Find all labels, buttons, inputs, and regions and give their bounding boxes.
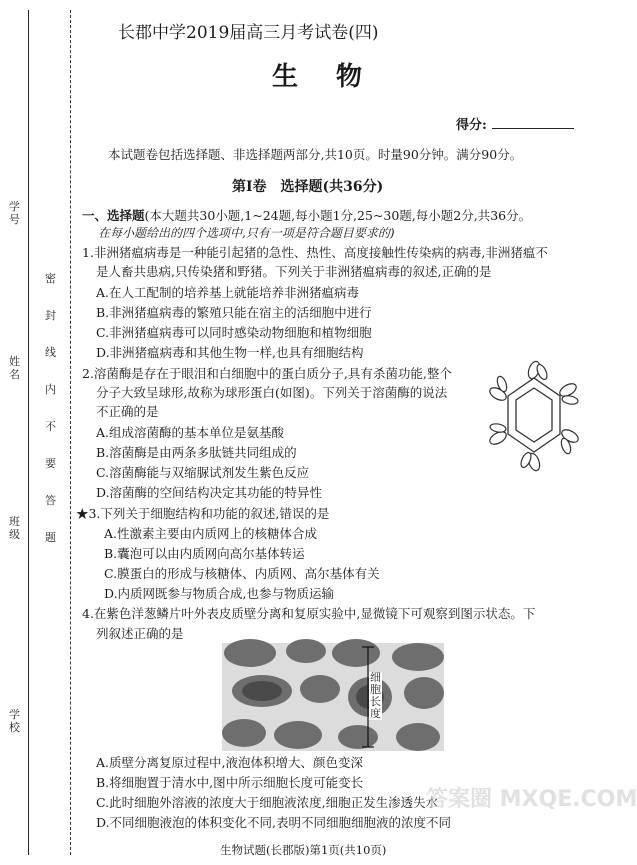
question-1-option-d[interactable]: D.非洲猪瘟病毒和其他生物一样,也具有细胞结构 [96,345,364,360]
question-3-option-d[interactable]: D.内质网既参与物质合成,也参与物质运输 [104,586,335,601]
question-2-option-b[interactable]: B.溶菌酶是由两条多肽链共同组成的 [96,445,297,460]
question-4-option-d[interactable]: D.不同细胞液泡的体积变化不同,表明不同细胞细胞液的浓度不同 [96,815,452,830]
question-2-option-d[interactable]: D.溶菌酶的空间结构决定其功能的特异性 [96,485,323,500]
question-2-line-2: 分子大致呈球形,故称为球形蛋白(如图)。下列关于溶菌酶的说法 [96,385,448,400]
section-instruction: 一、选择题(本大题共30小题,1~24题,每小题1分,25~30题,每小题2分,共36分。 [82,208,532,223]
margin-border-line [28,10,29,855]
question-3-option-a[interactable]: A.性激素主要由内质网上的核糖体合成 [104,526,318,541]
question-4-line-1: 4.在紫色洋葱鳞片叶外表皮质壁分离和复原实验中,显微镜下可观察到图示状态。下 [82,606,536,621]
watermark-logo: 答案圈 MXQE.COM [426,787,637,812]
page-footer: 生物试题(长郡版)第1页(共10页) [220,843,387,857]
score-label: 得分: [456,118,487,133]
seal-dashed-line [70,10,71,855]
section-title: 第Ⅰ卷 选择题(共36分) [232,179,384,195]
subject-title: 生物 [272,62,401,92]
question-1-option-a[interactable]: A.在人工配制的培养基上就能培养非洲猪瘟病毒 [96,285,360,300]
question-4-option-c[interactable]: C.此时细胞外溶液的浓度大于细胞液浓度,细胞正发生渗透失水 [96,795,439,810]
intro-text: 本试题卷包括选择题、非选择题两部分,共10页。时量90分钟。满分90分。 [108,147,523,162]
lysozyme-figure [488,360,580,472]
question-1-option-c[interactable]: C.非洲猪瘟病毒可以同时感染动物细胞和植物细胞 [96,325,372,340]
margin-label-name: 姓名 [9,355,20,381]
question-4-line-2: 列叙述正确的是 [96,626,184,641]
question-4-option-a[interactable]: A.质壁分离复原过程中,液泡体积增大、颜色变深 [96,755,363,770]
margin-label-school: 学校 [9,708,20,734]
margin-label-school-no: 学号 [9,200,20,226]
seal-line-text: 密封线内不要答题 [45,272,56,544]
question-4-option-b[interactable]: B.将细胞置于清水中,图中所示细胞长度可能变长 [96,775,364,790]
question-1-line-2: 是人畜共患病,只传染猪和野猪。下列关于非洲猪瘟病毒的叙述,正确的是 [96,264,492,279]
question-3-option-b[interactable]: B.囊泡可以由内质网向高尔基体转运 [104,546,305,561]
question-1-option-b[interactable]: B.非洲猪瘟病毒的繁殖只能在宿主的活细胞中进行 [96,305,372,320]
score-blank[interactable] [492,128,574,129]
margin-label-class: 班级 [9,515,20,541]
question-3-line-1: ★3.下列关于细胞结构和功能的叙述,错误的是 [76,506,330,521]
question-2-option-c[interactable]: C.溶菌酶能与双缩脲试剂发生紫色反应 [96,465,310,480]
question-2-line-1: 2.溶菌酶是存在于眼泪和白细胞中的蛋白质分子,具有杀菌功能,整个 [82,366,452,381]
question-3-option-c[interactable]: C.膜蛋白的形成与核糖体、内质网、高尔基体有关 [104,566,380,581]
question-1-line-1: 1.非洲猪瘟病毒是一种能引起猪的急性、热性、高度接触性传染病的病毒,非洲猪瘟不 [82,245,548,260]
figure-cell-length-label: 细胞长度 [370,671,381,720]
question-2-line-3: 不正确的是 [96,404,159,419]
question-2-option-a[interactable]: A.组成溶菌酶的基本单位是氨基酸 [96,425,285,440]
microscope-cells-figure [222,643,444,751]
exam-title: 长郡中学2019届高三月考试卷(四) [118,23,379,43]
section-instruction-note: 在每小题给出的四个选项中,只有一项是符合题目要求的) [98,226,395,240]
